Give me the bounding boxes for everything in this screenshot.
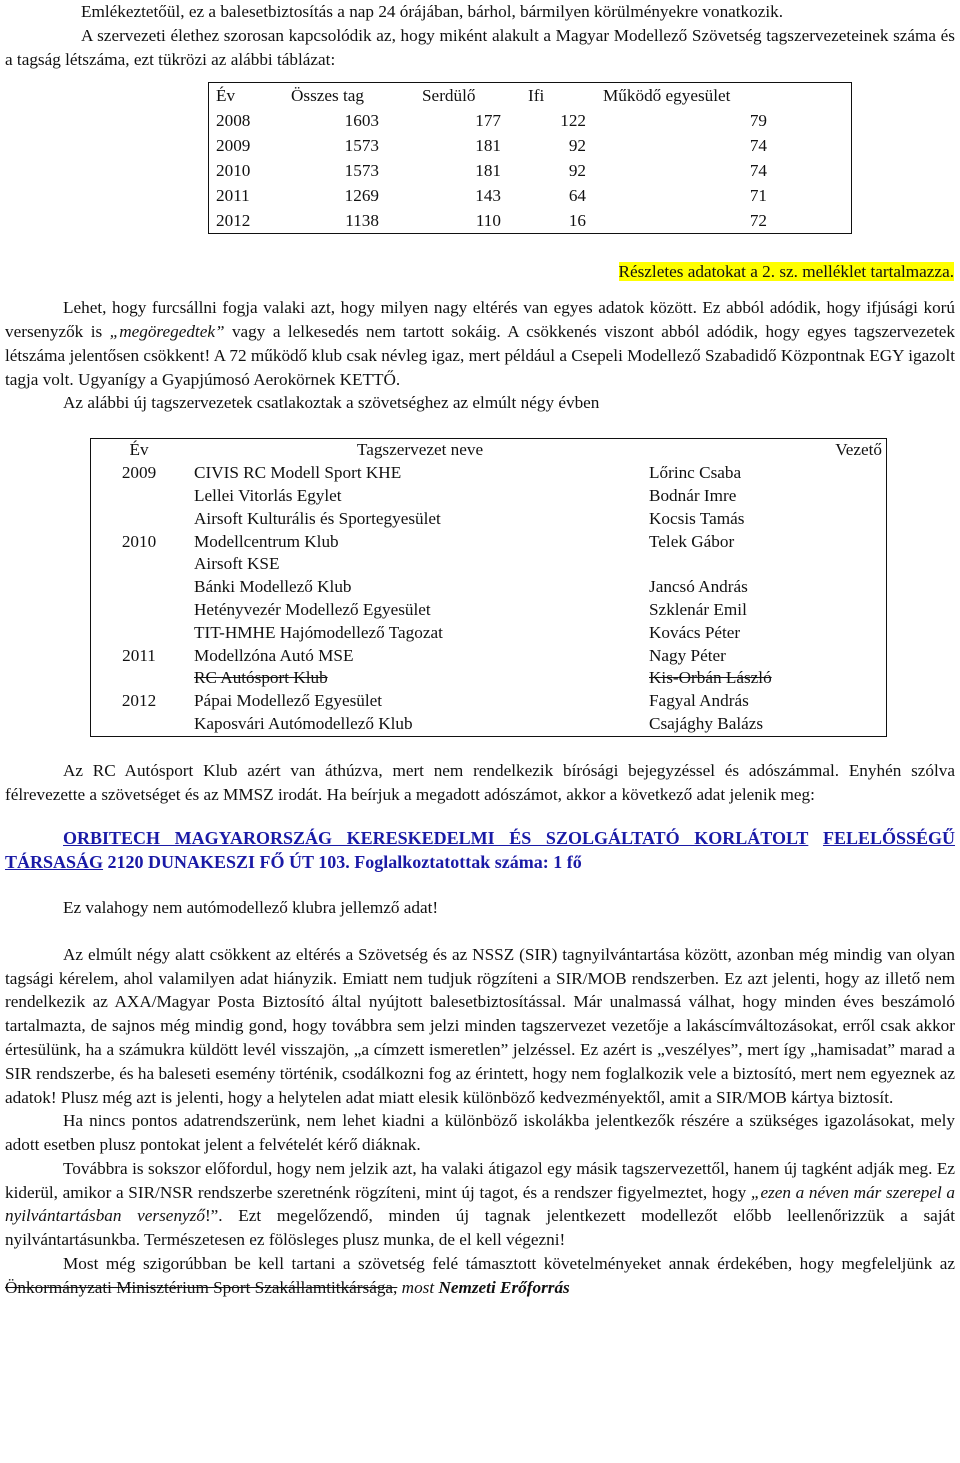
details-note-highlight: Részletes adatokat a 2. sz. melléklet tartalmazza. — [618, 262, 954, 282]
club-cell — [187, 531, 646, 554]
club-year: 2012 — [121, 691, 157, 711]
stats-row — [209, 108, 852, 133]
club-row — [91, 531, 887, 554]
club-row — [91, 576, 887, 599]
membership-stats-table — [208, 82, 852, 234]
club-cell — [187, 645, 646, 668]
stats-cell: 2009 — [216, 136, 251, 156]
club-name: Airsoft KSE — [194, 554, 280, 574]
club-cell — [91, 553, 188, 576]
stats-cell: 110 — [475, 211, 501, 231]
company-record — [5, 827, 955, 875]
discrepancy-text-2: vagy a lelkesedés nem tartott sokáig. A csökkenés viszont abból adódik, hogy egyes tagszervezetek létszáma jelentősen csökkent! A 72 működő klub csak névleg igaz, mert például a Csepeli Modellező Szabadidő Központnak EGY igazolt tagja volt. Ugyanígy a Gyapjúmosó Aerokörnek KETTŐ. — [5, 321, 955, 389]
stats-cell: 1603 — [344, 111, 379, 131]
club-cell — [187, 622, 646, 645]
stats-cell: 2010 — [216, 161, 251, 181]
stats-cell: 181 — [475, 161, 501, 181]
club-leader: Telek Gábor — [649, 531, 735, 551]
stats-row — [209, 133, 852, 158]
stats-cell: 181 — [475, 136, 501, 156]
stats-cell: 74 — [749, 136, 767, 156]
club-cell — [91, 713, 188, 736]
club-leader: Nagy Péter — [649, 645, 726, 665]
club-cell — [646, 713, 887, 736]
club-row — [91, 713, 887, 736]
club-name: Lellei Vitorlás Egylet — [194, 485, 342, 505]
company-name-2: FELELŐSSÉGŰ TÁRSASÁG — [5, 828, 956, 873]
club-cell — [646, 508, 887, 531]
stats-cell: 143 — [475, 186, 501, 206]
stats-cell: 1269 — [344, 186, 379, 206]
club-name: Bánki Modellező Klub — [194, 577, 352, 597]
intro-paragraph: A szervezeti élethez szorosan kapcsolódik az, hogy miként alakult a Magyar Modellező Szövetség tagszervezeteinek száma és a tagság létszáma, ezt tükrözi az alábbi táblázat: — [5, 25, 955, 69]
clubs-header-row — [91, 439, 887, 463]
club-cell — [646, 553, 887, 576]
club-leader: Lőrinc Csaba — [649, 463, 742, 483]
club-cell — [91, 622, 188, 645]
discrepancy-text-1: Lehet, hogy furcsállni fogja valaki azt, hogy milyen nagy eltérés van egyes adatok között. Ez abból adódik, hogy ifjúsági korú versenyzők is — [5, 298, 955, 341]
stats-cell: 16 — [568, 211, 586, 231]
club-name: Airsoft Kulturális és Sportegyesület — [194, 508, 441, 528]
stats-header-cell: Összes tag — [291, 86, 365, 106]
club-leader: Csajághy Balázs — [649, 713, 764, 733]
club-cell — [646, 531, 887, 554]
stats-row — [209, 158, 852, 183]
club-leader: Kocsis Tamás — [649, 508, 745, 528]
club-cell — [187, 508, 646, 531]
stats-header-cell: Ifi — [528, 86, 545, 106]
stats-cell: 71 — [749, 186, 767, 206]
club-year: 2011 — [122, 645, 156, 665]
clubs-header-cell: Év — [129, 440, 149, 460]
stats-cell: 72 — [749, 211, 767, 231]
club-cell — [91, 531, 188, 554]
club-row — [91, 553, 887, 576]
club-name: Modellzóna Autó MSE — [194, 645, 354, 665]
club-name: Modellcentrum Klub — [194, 531, 339, 551]
club-name: Kaposvári Autómodellező Klub — [194, 713, 413, 733]
registry-paragraph-1: Az elmúlt négy alatt csökkent az eltérés a Szövetség és az NSSZ (SIR) tagnyilvántartása között, azonban még mindig van olyan tagsági kérelem, ahol valamilyen adat hiányzik. Emiatt nem tudjuk rögzíteni a SIR/MOB rendszerben. Ez azt jelenti, hogy az illető nem rendelkezik az AXA/Magyar Posta Biztosító által nyújtott balesetbiztosítással. Már unalmassá válhat, hogy minden éves beszámoló tartalmazta, de sajnos még mindig gond, hogy továbbra sem jelzi minden tagszervezet vezetője a lakáscímváltozásokat, erről csak akkor értesülünk, ha a számukra küldött levél visszajön, „a címzett ismeretlen” jelzéssel. Ez azért is „veszélyes”, mert így „hamisadat” marad a SIR rendszerbe, és ha baleseti esemény történik, csodálkozni fog az érintett, hogy nem foglalkozik vele a biztosító, mert nem egyeznek az adatok! Plusz még azt is jelenti, hogy a helytelen adat miatt elesik különböző kedvezményektől, amit a SIR/MOB kártya biztosít. — [5, 944, 955, 1107]
club-cell — [91, 645, 188, 668]
club-cell — [187, 599, 646, 622]
club-leader: Bodnár Imre — [649, 485, 737, 505]
stats-header-cell: Serdülő — [422, 86, 476, 106]
registry-paragraph-3 — [5, 1157, 955, 1252]
clubs-header-cell: Tagszervezet neve — [356, 440, 484, 460]
club-row — [91, 645, 887, 668]
stats-cell: 79 — [749, 111, 767, 131]
stats-row — [209, 208, 852, 234]
club-cell — [91, 576, 188, 599]
club-year: 2010 — [121, 531, 157, 551]
registry-text-2: !”. Ezt megelőzendő, minden új tagnak jelentkezett modellezőt előbb leellenőrizzük a saját nyilvántartásunkba. Természetesen ez fölösleges plusz munka, de el kell végezni! — [5, 1206, 955, 1250]
club-cell — [187, 462, 646, 485]
club-cell — [91, 485, 188, 508]
club-cell — [91, 599, 188, 622]
stats-cell: 1573 — [344, 161, 379, 181]
stats-header-cell: Működő egyesület — [603, 86, 731, 106]
document-page — [5, 0, 955, 1300]
club-row — [91, 508, 887, 531]
registry-italic-2: most — [401, 1277, 435, 1297]
stats-row — [209, 183, 852, 208]
club-name: Pápai Modellező Egyesület — [194, 691, 383, 711]
club-row — [91, 667, 887, 690]
registry-text-1: Továbbra is sokszor előfordul, hogy nem jelzik azt, ha valaki átigazol egy másik tagszervezettől, hanem új tagként adják meg. Ez kiderül, amikor a SIR/NSR rendszerbe szeretnénk rögzíteni, mint új tagot, és a rendszer figyelmeztet, hogy — [5, 1158, 955, 1202]
club-cell — [187, 553, 646, 576]
club-leader: Szklenár Emil — [649, 599, 747, 619]
registry-strike: Önkormányzati Minisztérium Sport Szakállamtitkársága, — [5, 1277, 398, 1297]
stats-cell: 74 — [749, 161, 767, 181]
club-cell — [187, 667, 646, 690]
club-leader: Kis-Orbán László — [649, 668, 772, 688]
club-cell — [646, 599, 887, 622]
club-name: RC Autósport Klub — [194, 668, 328, 688]
club-row — [91, 622, 887, 645]
registry-italic: „ezen a néven már szerepel a nyilvántartásban versenyző — [5, 1182, 955, 1226]
club-year: 2009 — [121, 463, 157, 483]
club-cell — [91, 462, 188, 485]
stats-cell: 2011 — [216, 186, 250, 206]
club-name: TIT-HMHE Hajómodellező Tagozat — [194, 622, 443, 642]
club-cell — [91, 690, 188, 713]
club-cell — [646, 690, 887, 713]
stats-cell: 177 — [475, 111, 501, 131]
new-clubs-table — [90, 438, 887, 737]
stats-cell: 92 — [568, 161, 586, 181]
company-address: 2120 DUNAKESZI FŐ ÚT 103. — [107, 852, 350, 873]
club-cell — [187, 485, 646, 508]
rc-club-paragraph: Az RC Autósport Klub azért van áthúzva, mert nem rendelkezik bírósági bejegyzéssel és adószámmal. Enyhén szólva félrevezette a szövetséget és az MMSZ irodát. Ha beírjuk a megadott adószámot, akkor a következő adat jelenik meg: — [5, 760, 955, 804]
clubs-header-cell: Vezető — [835, 440, 882, 460]
stats-header-row — [209, 83, 852, 109]
stats-cell: 1573 — [344, 136, 379, 156]
club-row — [91, 485, 887, 508]
club-row — [91, 690, 887, 713]
stats-cell: 1138 — [345, 211, 379, 231]
company-employees: Foglalkoztatottak száma: 1 fő — [354, 852, 582, 873]
club-cell — [646, 645, 887, 668]
registry-paragraph-2: Ha nincs pontos adatrendszerünk, nem lehet kiadni a különböző iskolákba jelentkezők részére a szükséges igazolásokat, mely adott esetben plusz pontokat jelent a felvételét kérő diáknak. — [5, 1111, 955, 1155]
club-cell — [646, 622, 887, 645]
stats-header-cell: Év — [216, 86, 236, 106]
club-cell — [91, 508, 188, 531]
club-leader: Kovács Péter — [649, 622, 741, 642]
intro-line: Emlékeztetőül, ez a balesetbiztosítás a nap 24 órájában, bárhol, bármilyen körülményekre vonatkozik. — [81, 2, 784, 21]
club-cell — [646, 667, 887, 690]
discrepancy-paragraph — [5, 296, 955, 391]
club-name: CIVIS RC Modell Sport KHE — [194, 463, 402, 483]
stats-cell: 2008 — [216, 111, 251, 131]
stats-cell: 64 — [568, 186, 586, 206]
conclusion-line: Ez valahogy nem autómodellező klubra jellemző adat! — [63, 897, 439, 917]
stats-cell: 92 — [568, 136, 586, 156]
registry-text-3: Most még szigorúbban be kell tartani a szövetség felé támasztott követelményeket annak érdekében, hogy megfeleljünk az — [63, 1254, 955, 1274]
club-cell — [91, 667, 188, 690]
club-cell — [646, 576, 887, 599]
club-row — [91, 599, 887, 622]
club-cell — [187, 690, 646, 713]
stats-cell: 122 — [560, 111, 586, 131]
stats-cell: 2012 — [216, 211, 251, 231]
club-name: Hetényvezér Modellező Egyesület — [194, 599, 431, 619]
new-clubs-intro: Az alábbi új tagszervezetek csatlakoztak a szövetséghez az elmúlt négy évben — [63, 393, 600, 413]
club-leader: Fagyal András — [649, 691, 749, 711]
club-cell — [187, 713, 646, 736]
club-cell — [187, 576, 646, 599]
registry-bold: Nemzeti Erőforrás — [438, 1277, 570, 1297]
discrepancy-italic: „megöregedtek” — [109, 321, 225, 341]
club-row — [91, 462, 887, 485]
club-leader: Jancsó András — [649, 577, 748, 597]
club-cell — [646, 485, 887, 508]
company-name-1: ORBITECH MAGYARORSZÁG KERESKEDELMI ÉS SZOLGÁLTATÓ KORLÁTOLT — [63, 828, 809, 849]
details-note — [5, 260, 954, 284]
club-cell — [646, 462, 887, 485]
registry-paragraph-4 — [5, 1252, 955, 1300]
